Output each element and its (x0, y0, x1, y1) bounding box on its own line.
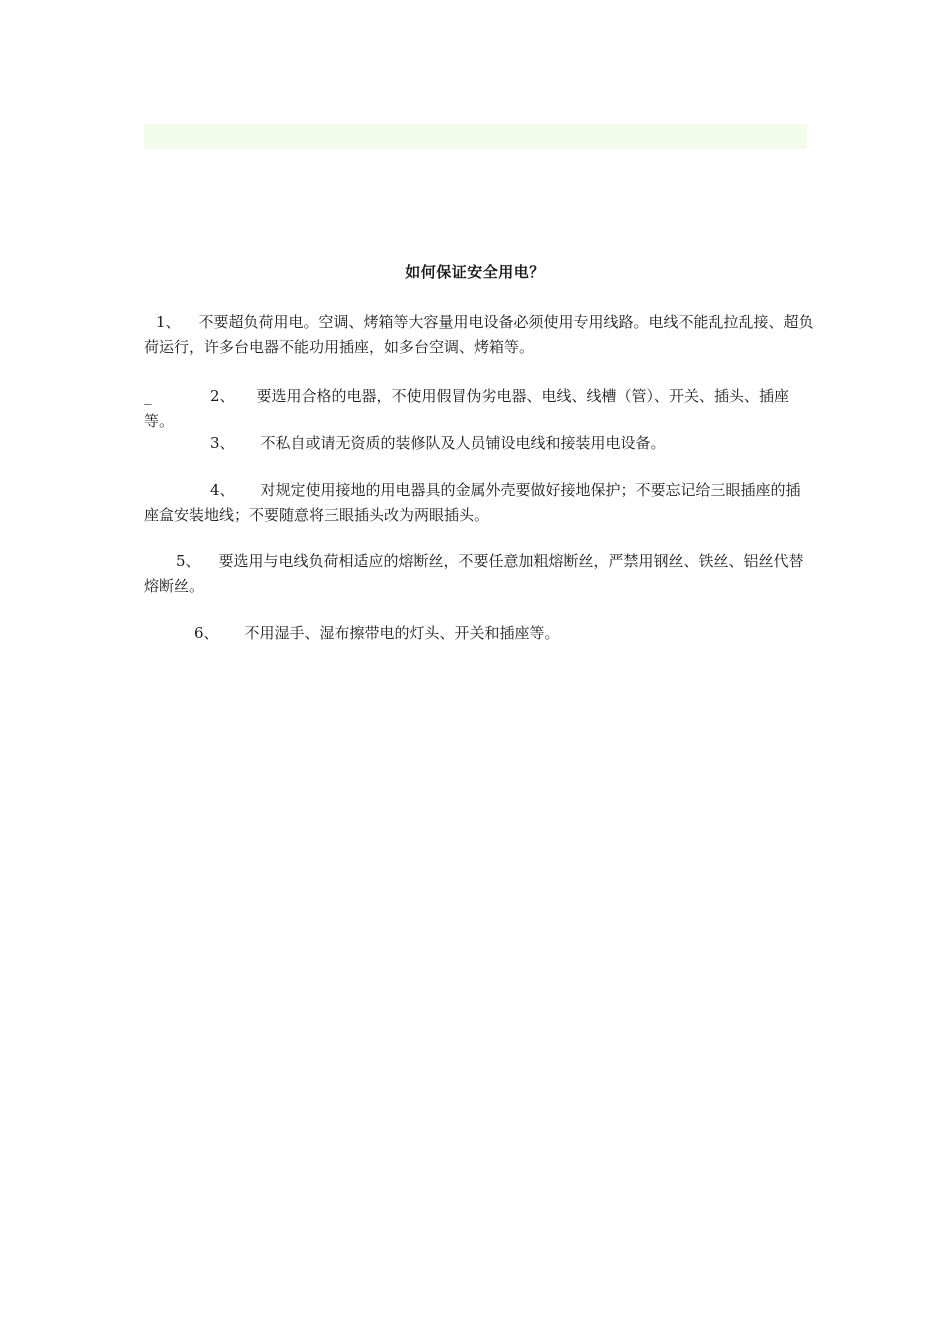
header-highlight-band (144, 124, 807, 149)
item-number: 3、 (210, 434, 235, 452)
item-text: 对规定使用接地的用电器具的金属外壳要做好接地保护；不要忘记给三眼插座的插座盒安装地线；不要随意将三眼插头改为两眼插头。 (144, 481, 801, 524)
item-number: 2、 (210, 387, 235, 405)
item-text: 不用湿手、湿布擦带电的灯头、开关和插座等。 (244, 624, 560, 642)
item-text: 不私自或请无资质的装修队及人员铺设电线和接装用电设备。 (260, 434, 666, 452)
list-item-4 (144, 478, 814, 528)
item-number: 1、 (156, 313, 181, 331)
list-item-5 (144, 549, 814, 599)
list-item-1 (144, 310, 814, 360)
item-text: 要选用合格的电器，不使用假冒伪劣电器、电线、线槽（管）、开关、插头、插座等。 (144, 387, 790, 430)
item-number: 4、 (210, 481, 235, 499)
stray-underscore: _ (144, 387, 152, 405)
list-item-2 (144, 384, 814, 434)
item-text: 不要超负荷用电。空调、烤箱等大容量用电设备必须使用专用线路。电线不能乱拉乱接、超负荷运行，许多台电器不能功用插座，如多台空调、烤箱等。 (144, 313, 814, 356)
item-text: 要选用与电线负荷相适应的熔断丝，不要任意加粗熔断丝，严禁用钢丝、铁丝、铝丝代替熔断丝。 (144, 552, 804, 595)
list-item-6 (144, 621, 814, 646)
item-number: 6、 (194, 624, 219, 642)
item-number: 5、 (176, 552, 201, 570)
list-item-3 (144, 431, 814, 456)
page-title: 如何保证安全用电？ (405, 263, 545, 281)
